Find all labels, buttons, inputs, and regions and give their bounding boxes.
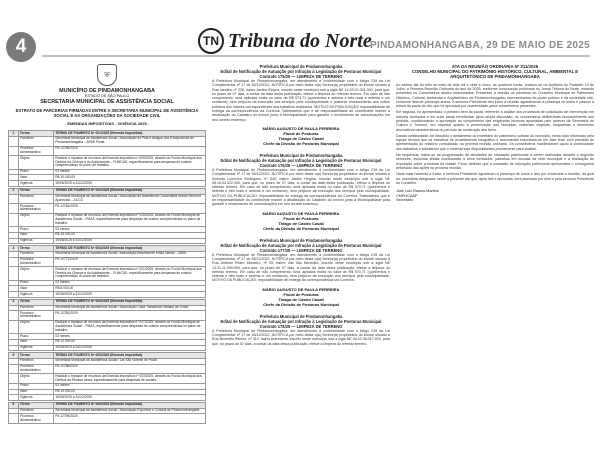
signer-name: MÁRIO AUGUSTO DE PAULA FERREIRA [262,125,340,131]
minutes-paragraph: Dando continuidade, foi discutido o andamento do inventário do patrimônio cultural do município, tendo sido informado pela equipe técnica que os trabalhos de levantamento fotográfico e documental encontram-se em fase final, com previsão de apresentação do relatório consolidado na próxima reunião ordinária. Os conselheiros manifestaram apoio à continuidade dos trabalhos e solicitaram que o material seja disponibilizado previamente para análise. [396,133,594,151]
table-key-cell: Valor [18,389,53,395]
table-key-cell: Prazo [18,334,53,340]
table-value-cell: TERMO DE FOMENTO Nº 004/2025 (Emenda Impositiva) [54,299,206,305]
table-value-cell: TERMO DE FOMENTO Nº 001/2025 (Emenda Impositiva) [54,131,206,137]
minutes-title-line: ATA DA REUNIÃO ORDINÁRIA Nº 211/2025 [451,64,539,69]
table-key-cell: Vigência [18,181,53,187]
column-editais-posturas [212,64,390,444]
table-number-cell [9,194,19,204]
table-number-cell [9,292,19,298]
masthead [198,28,372,54]
signer-name: MÁRIO AUGUSTO DE PAULA FERREIRA [262,286,340,292]
table-key-cell: Objeto [18,320,53,334]
table-number-cell [9,146,19,156]
table-value-cell: Realizar o repasse de recursos da Emenda Impositiva nº 009/2025, através do Fundo Municipal dos Direitos da Criança e do Adolescente – FUMCAD, especificamente para despesas de custeio compreendidas no plano de trabalho. [54,156,206,170]
table-number-cell [9,257,19,267]
table-row [9,320,206,334]
section-edital: Edital de Notificação de Autuação por Infração à Legislação de Posturas Municipal [220,318,382,324]
signer-role: Fiscal de Posturas [283,291,319,297]
chief-role: Chefe da Divisão de Posturas Municipal [263,140,339,146]
table-value-cell: Secretaria Municipal de Assistência Social / Associação de Assistência Comunitária Nossa Senhora Aparecida – ACCO [54,194,206,204]
section-body [212,79,390,122]
table-number-cell: 5 [9,353,19,359]
partnership-table [8,299,206,352]
column-ata-conselho [396,64,594,444]
table-key-cell: Parceiros [18,408,53,414]
table-value-cell: R$ 12.000,00 [54,339,206,345]
section-signature [212,287,390,307]
table-key-cell: Objeto [18,267,53,281]
table-number-cell: 3 [9,246,19,252]
table-key-cell: Vigência [18,238,53,244]
section-edital: Edital de Notificação de Autuação por Infração à Legislação de Posturas Municipal [220,157,382,163]
notification-section [212,153,390,231]
partnership-table [8,352,206,401]
table-key-cell: Valor [18,339,53,345]
chief-role: Chefe da Divisão de Posturas Municipal [263,301,339,307]
table-key-cell: Valor [18,175,53,181]
minutes-signature [396,189,594,203]
table-key-cell: Parceiros [18,305,53,311]
table-row [9,414,206,424]
table-key-cell: Termo [18,353,53,359]
notification-section [212,64,390,146]
state-name: ESTADO DE SÃO PAULO [84,94,130,99]
table-key-cell: Parceiros [18,137,53,147]
table-number-cell [9,414,19,424]
table-number-cell [9,311,19,321]
table-number-cell: 4 [9,299,19,305]
table-row [9,204,206,214]
section-contract: Contrato 177/25 — LIMPEZA DE TERRENO [259,247,343,253]
table-value-cell: R$ 8.000,00 [54,286,206,292]
table-key-cell: Prazo [18,280,53,286]
section-contract: Contrato 176/25 — LIMPEZA DE TERRENO [259,162,343,168]
section-body [212,329,390,346]
secretariat-name: SECRETARIA MUNICIPAL DE ASSISTÊNCIA SOCIAL [40,98,174,105]
table-row [9,292,206,298]
municipality-title: MUNICÍPIO DE PINDAMONHANGABA [59,88,155,94]
newspaper-logo-icon: TN [198,28,224,54]
section-contract: Contrato 175/25 — LIMPEZA DE TERRENO [259,74,343,79]
table-number-cell [9,137,19,147]
table-value-cell: PA 12795/2025 [54,414,206,424]
table-key-cell: Processo Administrativo [18,311,53,321]
table-key-cell: Valor [18,232,53,238]
table-key-cell: Vigência [18,345,53,351]
table-key-cell: Vigência [18,292,53,298]
extract-title: EXTRATO DE PARCERIAS FIRMADAS ENTRE A SECRETARIA MUNICIPAL DE ASSISTÊNCIA SOCIAL E AS ORGANIZAÇÕES DA SOCIEDADE CIVIL [15,108,199,119]
table-number-cell [9,267,19,281]
table-value-cell: TERMO DE FOMENTO Nº 002/2025 (Emenda Impositiva) [54,188,206,194]
signer-name: MÁRIO AUGUSTO DE PAULA FERREIRA [262,210,340,216]
minutes-paragraph: Nada mais havendo a tratar, a senhora Presidente agradeceu a presença de todos e deu por encerrada a reunião, da qual eu, secretária designada, lavrei a presente ata que, após lida e aprovada, será assinada por mim e pela senhora Presidente do Conselho. [396,172,594,185]
table-value-cell: 03 meses [54,227,206,233]
table-key-cell: Termo [18,246,53,252]
table-value-cell: 03 meses [54,169,206,175]
minutes-paragraph: Na sequência, tratou-se da programação de atividades de educação patrimonial a serem realizadas durante o segundo semestre, incluindo visitas monitoradas a bens tombados, palestras em escolas da rede municipal e a realização de exposição sobre a história da cidade. Ficou definido que a comissão de educação patrimonial apresentará o cronograma detalhado das ações na próxima reunião. [396,153,594,170]
table-value-cell: TERMO DE FOMENTO Nº 006/2025 (Emenda Impositiva) [54,402,206,408]
table-number-cell [9,156,19,170]
table-value-cell: 03 meses [54,383,206,389]
table-row [9,345,206,351]
table-row [9,364,206,374]
signer-role: Fiscal de Posturas [283,215,319,221]
section-signature [212,211,390,231]
section-body [212,168,390,207]
table-value-cell: PA 12771/2025 [54,257,206,267]
section-body [212,253,390,283]
minutes-subtitle: CONSELHO MUNICIPAL DO PATRIMÔNIO HISTÓRICO, CULTURAL, AMBIENTAL E ARQUITETÔNICO DE PINDAMONHANGABA [411,69,579,80]
table-key-cell: Processo Administrativo [18,146,53,156]
section-paragraph: A Prefeitura Municipal de Pindamonhangaba, em atendimento à conformidade com o Artigo 219 da Lei Complementar nº 17 de 26/12/2022, NOTIFICA por meio desta o(a) Senhor(a) proprietário do imóvel situado à Rua Antônio Pedro Monteiro, nº 95, bairro Vila São Benedito, inscrito neste município sob a sigla NE 13.01.11.009.000, para que, no prazo de 07 dias, a contar da data desta publicação, efetue a limpeza do referido terreno. Em caso de não cumprimento, será aplicada multa no valor de R$ 573,71 (quinhentos e setenta e três reais e setenta e um centavos), sem prejuízo da execução dos serviços pela municipalidade. MOTIVO DA PUBLICAÇÃO: impossibilidade de entrega da correspondência via Correios. [212,252,390,283]
extract-period: - EMENDAS IMPOSITIVAS - VIGÊNCIA 2025 - [64,121,150,127]
table-value-cell: Secretaria Municipal de Assistência Social / Associação Esportiva e Cultural de Pindamonhangaba [54,408,206,414]
section-org: Prefeitura Municipal de Pindamonhangaba [259,152,343,158]
table-key-cell: Prazo [18,227,53,233]
table-number-cell [9,213,19,227]
table-value-cell: TERMO DE FOMENTO Nº 005/2025 (Emenda Impositiva) [54,353,206,359]
table-number-cell [9,364,19,374]
table-number-cell [9,395,19,401]
table-number-cell [9,345,19,351]
table-value-cell: 15/05/2025 a 31/12/2025 [54,292,206,298]
table-row [9,156,206,170]
section-edital: Edital de Notificação de Autuação por Infração à Legislação de Posturas Municipal [220,242,382,248]
table-number-cell [9,374,19,384]
section-paragraph: A Prefeitura Municipal de Pindamonhangaba, em atendimento à conformidade com o Artigo 219 da Lei Complementar nº 17 de 26/12/2022, NOTIFICA por meio desta o(a) Senhor(a) proprietário do imóvel situado à Rua Benedito Ribeiro, nº 310, bairro Araretama, inscrito neste município sob a sigla NE 04.02.08.017.000, para que, no prazo de 07 dias, a contar da data desta publicação, efetue a limpeza do referido terreno. [212,328,390,346]
table-key-cell: Valor [18,286,53,292]
section-paragraph: A Prefeitura Municipal de Pindamonhangaba, em atendimento à conformidade com o Artigo 219 da Lei Complementar nº 17 de 26/12/2022, NOTIFICA por meio desta o(a) Senhor(a) proprietário do imóvel situado à Avenida Lodovico Rodrigues, nº 540, bairro Jardim Regina, inscrito neste município sob a sigla NE 08.15.04.022.000, para que, no prazo de 07 dias, a contar da data desta publicação, efetue a limpeza do referido terreno. Em caso de não cumprimento, será aplicada multa no valor de R$ 573,71 (quinhentos e setenta e três reais e setenta e um centavos), sem prejuízo da execução dos serviços pela municipalidade. MOTIVO DA PUBLICAÇÃO: impossibilidade de entrega da correspondência via Correios. Salientamos que é de responsabilidade do contribuinte manter a atualização do Cadastro do Imóvel junto à Municipalidade para garantir o recebimento de comunicações em seu correto endereço. [212,167,390,207]
table-value-cell: TERMO DE FOMENTO Nº 003/2025 (Emenda Impositiva) [54,246,206,252]
table-key-cell: Parceiros [18,359,53,365]
partnership-tables [8,130,206,424]
table-number-cell: 1 [9,131,19,137]
table-value-cell: Secretaria Municipal de Assistência Social / Lar São Vicente de Paulo [54,359,206,365]
section-org: Prefeitura Municipal de Pindamonhangaba [259,313,343,319]
partnership-table [8,245,206,298]
partnership-table [8,188,206,244]
signer-role: Fiscal de Posturas [283,130,319,136]
table-key-cell: Prazo [18,169,53,175]
table-value-cell: PA 12780/2025 [54,311,206,321]
edition-date: PINDAMONHANGABA, 29 DE MAIO DE 2025 [370,40,590,51]
table-value-cell: Secretaria Municipal de Assistência Social / Associação Casa Transitória Fabiano de Cristo [54,305,206,311]
table-row [9,374,206,384]
table-number-cell [9,238,19,244]
minutes-signer: José Luiz Ramos Martins [396,189,439,194]
minutes-signer-role: CMPHCAAP [396,193,418,198]
table-row [9,311,206,321]
notification-sections [212,64,390,346]
partnership-table [8,402,206,424]
table-number-cell: 2 [9,188,19,194]
table-value-cell: 15/05/2025 a 31/12/2025 [54,395,206,401]
table-key-cell: Processo Administrativo [18,414,53,424]
table-value-cell: R$ 10.000,00 [54,389,206,395]
chief-name: Thiago de Castro Casali [278,220,324,226]
table-number-cell [9,181,19,187]
section-paragraph: A Prefeitura Municipal de Pindamonhangaba, em atendimento à conformidade com o Artigo 219 da Lei Complementar nº 17 de 26/12/2022, NOTIFICA por meio desta o(a) Senhor(a) proprietário do imóvel situado à Rua Jandira, nº 226, bairro Jardim Eloyna, inscrito neste município sob a sigla NE 12.03.07.001.000, para que, no prazo de 07 dias, a contar da data desta publicação, efetue a limpeza do referido terreno. Em caso de não cumprimento, será aplicada multa no valor de R$ 573,71 (quinhentos e setenta e três reais e setenta e um centavos), sem prejuízo da execução dos serviços pela municipalidade e posterior ressarcimento aos cofres públicos dos valores correspondentes aos trabalhos realizados. MOTIVO DA PUBLICAÇÃO: impossibilidade de entrega da correspondência via Correios. Salientamos que é de responsabilidade do contribuinte manter a atualização do Cadastro do Imóvel junto à Municipalidade para garantir o recebimento de comunicações em seu correto endereço. [212,79,390,122]
minutes-signer-extra: Secretário [396,198,414,203]
table-key-cell: Objeto [18,213,53,227]
table-number-cell [9,204,19,214]
table-key-cell: Prazo [18,383,53,389]
table-key-cell: Termo [18,131,53,137]
table-value-cell: Realizar o repasse de recursos da Emenda Impositiva nº 015/2025, através do Fundo Municipal de Assistência Social – FMAS, especificamente para despesas de custeio compreendidas no plano de trabalho. [54,213,206,227]
table-key-cell: Termo [18,299,53,305]
table-key-cell: Processo Administrativo [18,364,53,374]
notification-section [212,238,390,307]
table-value-cell: PA 12764/2025 [54,204,206,214]
table-row [9,257,206,267]
section-contract: Contrato 178/25 — LIMPEZA DE TERRENO [259,323,343,329]
table-row [9,213,206,227]
table-value-cell: 03 meses [54,280,206,286]
municipal-crest-icon: ⛨ [97,64,117,86]
section-org: Prefeitura Municipal de Pindamonhangaba [259,237,343,243]
table-value-cell: Realizar o repasse de recursos da Emenda Impositiva nº 021/2025, através do Fundo Municipal dos Direitos da Criança e do Adolescente – FUMCAD, especificamente para despesas de custeio compreendidas no plano de trabalho. [54,267,206,281]
table-value-cell: 15/05/2025 a 31/12/2025 [54,181,206,187]
column-extrato-parcerias [8,64,206,444]
minutes-title [396,64,594,80]
newspaper-name: Tribuna do Norte [228,29,372,52]
table-value-cell: Secretaria Municipal de Assistência Social / Associação de Pais e Amigos dos Excepcionais de Pindamonhangaba – APAE Pinda [54,137,206,147]
table-row [9,194,206,204]
table-key-cell: Objeto [18,156,53,170]
table-row [9,137,206,147]
section-org: Prefeitura Municipal de Pindamonhangaba [259,64,343,69]
table-key-cell: Vigência [18,395,53,401]
page-number-badge: 4 [6,32,36,62]
chief-name: Thiago de Castro Casali [278,135,324,141]
table-value-cell: R$ 10.000,00 [54,175,206,181]
table-value-cell: Realizar o repasse de recursos da Emenda Impositiva nº 027/2025, através do Fundo Municipal de Assistência Social – FMAS, especificamente para despesas de custeio compreendidas no plano de trabalho. [54,320,206,334]
table-key-cell: Objeto [18,374,53,384]
table-row [9,267,206,281]
table-key-cell: Parceiros [18,194,53,204]
table-row [9,238,206,244]
section-edital: Edital de Notificação de Autuação por Infração à Legislação de Posturas Municipal [220,69,382,74]
table-value-cell: 15/05/2025 a 31/12/2025 [54,345,206,351]
table-key-cell: Parceiros [18,251,53,257]
minutes-body [396,83,594,186]
table-row [9,181,206,187]
table-value-cell: R$ 15.000,00 [54,232,206,238]
minutes-paragraph: Em seguida, foi apresentado o primeiro item da pauta, referente à análise dos processos de solicitação de intervenção em imóveis tombados e em suas áreas envoltórias. Após ampla discussão, os conselheiros deliberaram favoravelmente aos pedidos, condicionando a aprovação ao cumprimento das exigências técnicas apontadas pelo parecer da Secretaria de Cultura e Turismo, em especial quanto à preservação das fachadas, materiais originais, esquadrias e elementos decorativos característicos do período de construção dos bens. [396,110,594,132]
table-row [9,146,206,156]
chief-role: Chefe da Divisão de Posturas Municipal [263,225,339,231]
table-value-cell: 03 meses [54,334,206,340]
table-number-cell: 6 [9,402,19,408]
table-row [9,395,206,401]
table-key-cell: Processo Administrativo [18,257,53,267]
table-key-cell: Processo Administrativo [18,204,53,214]
partnership-table [8,130,206,186]
table-value-cell: 15/05/2025 a 31/12/2025 [54,238,206,244]
table-value-cell: Realizar o repasse de recursos da Emenda Impositiva nº 033/2025, através do Fundo Municipal dos Direitos da Pessoa Idosa, especificamente para despesas de custeio. [54,374,206,384]
table-key-cell: Termo [18,188,53,194]
chief-name: Thiago de Castro Casali [278,296,324,302]
table-number-cell [9,320,19,334]
table-value-cell: PA 12788/2025 [54,364,206,374]
table-value-cell: PA 12756/2025 [54,146,206,156]
section-signature [212,126,390,146]
notification-section [212,314,390,346]
table-key-cell: Termo [18,402,53,408]
table-value-cell: Secretaria Municipal de Assistência Social / Associação Beneficente Irmão Nestor – ABIN [54,251,206,257]
minutes-paragraph: Ao sétimo dia do mês de maio de dois mil e vinte e cinco, às quatorze horas, realizou-se no Auditório do Palacete 10 de Julho, a Primeira Reunião Ordinária do ano de 2025, conforme convocação publicada no Jornal Tribuna do Norte, estando presentes os Conselheiros abaixo relacionados. Presentes à reunião os membros do Conselho Municipal do Patrimônio Histórico, Cultural, Ambiental e Arquitetônico de Pindamonhangaba, representantes do poder público e da sociedade civil, conforme lista de presença anexa. A senhora Presidente deu início à reunião agradecendo a presença de todos e passou à leitura da pauta do dia, que foi aprovada por unanimidade pelos conselheiros presentes. [396,82,594,109]
header-divider [42,55,590,57]
